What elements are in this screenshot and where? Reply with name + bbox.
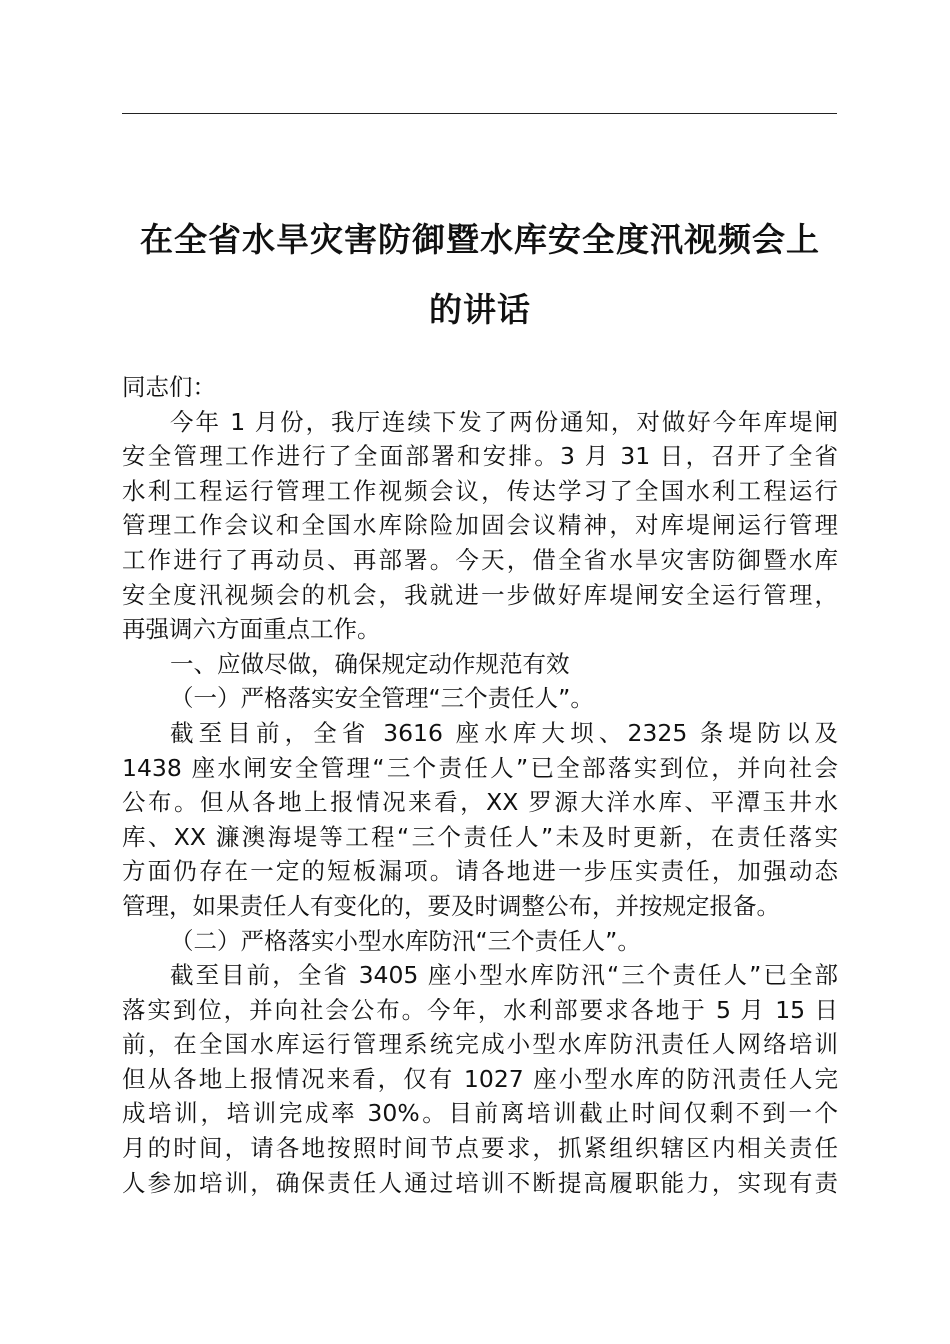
document-title-line-1: 在全省水旱灾害防御暨水库安全度汛视频会上 — [140, 220, 820, 259]
body-text-line: 前，在全国水库运行管理系统完成小型水库防汛责任人网络培训 — [122, 1030, 838, 1059]
body-text-line: （一）严格落实安全管理“三个责任人”。 — [170, 684, 594, 713]
body-text-line: 安全度汛视频会的机会，我就进一步做好库堤闸安全运行管理， — [122, 580, 838, 609]
body-text-line: 一、应做尽做，确保规定动作规范有效 — [170, 649, 570, 678]
body-text-line: 1438 座水闸安全管理“三个责任人”已全部落实到位，并向社会 — [122, 753, 838, 782]
body-text-line: 管理，如果责任人有变化的，要及时调整公布，并按规定报备。 — [122, 891, 780, 920]
body-text-line: 公布。但从各地上报情况来看，XX 罗源大洋水库、平潭玉井水 — [122, 788, 838, 817]
body-text-line: 月的时间，请各地按照时间节点要求，抓紧组织辖区内相关责任 — [122, 1134, 838, 1163]
body-text-line: 库、XX 濂澳海堤等工程“三个责任人”未及时更新，在责任落实 — [122, 822, 838, 851]
body-text-line: 人参加培训，确保责任人通过培训不断提高履职能力，实现有责 — [122, 1168, 838, 1197]
body-text-line: 工作进行了再动员、再部署。今天，借全省水旱灾害防御暨水库 — [122, 545, 838, 574]
body-text-line: 同志们： — [122, 373, 216, 401]
body-text-line: （二）严格落实小型水库防汛“三个责任人”。 — [170, 926, 641, 955]
body-text-line: 今年 1 月份，我厅连续下发了两份通知，对做好今年库堤闸 — [170, 407, 838, 436]
header-rule — [122, 113, 837, 114]
document-title-line-2: 的讲话 — [429, 290, 531, 329]
body-text-line: 成培训，培训完成率 30%。目前离培训截止时间仅剩不到一个 — [122, 1099, 838, 1128]
body-text-line: 但从各地上报情况来看，仅有 1027 座小型水库的防汛责任人完 — [122, 1064, 838, 1093]
body-text-line: 落实到位，并向社会公布。今年，水利部要求各地于 5 月 15 日 — [122, 995, 838, 1024]
body-text-line: 安全管理工作进行了全面部署和安排。3 月 31 日，召开了全省 — [122, 442, 838, 471]
body-text-line: 再强调六方面重点工作。 — [122, 615, 381, 644]
body-text-line: 管理工作会议和全国水库除险加固会议精神，对库堤闸运行管理 — [122, 511, 838, 540]
body-text-line: 方面仍存在一定的短板漏项。请各地进一步压实责任，加强动态 — [122, 857, 838, 886]
document-body — [122, 370, 838, 1200]
body-text-line: 截至目前，全省 3405 座小型水库防汛“三个责任人”已全部 — [170, 961, 838, 990]
body-text-line: 截至目前，全省 3616 座水库大坝、2325 条堤防以及 — [170, 718, 838, 747]
body-text-line: 水利工程运行管理工作视频会议，传达学习了全国水利工程运行 — [122, 476, 838, 505]
